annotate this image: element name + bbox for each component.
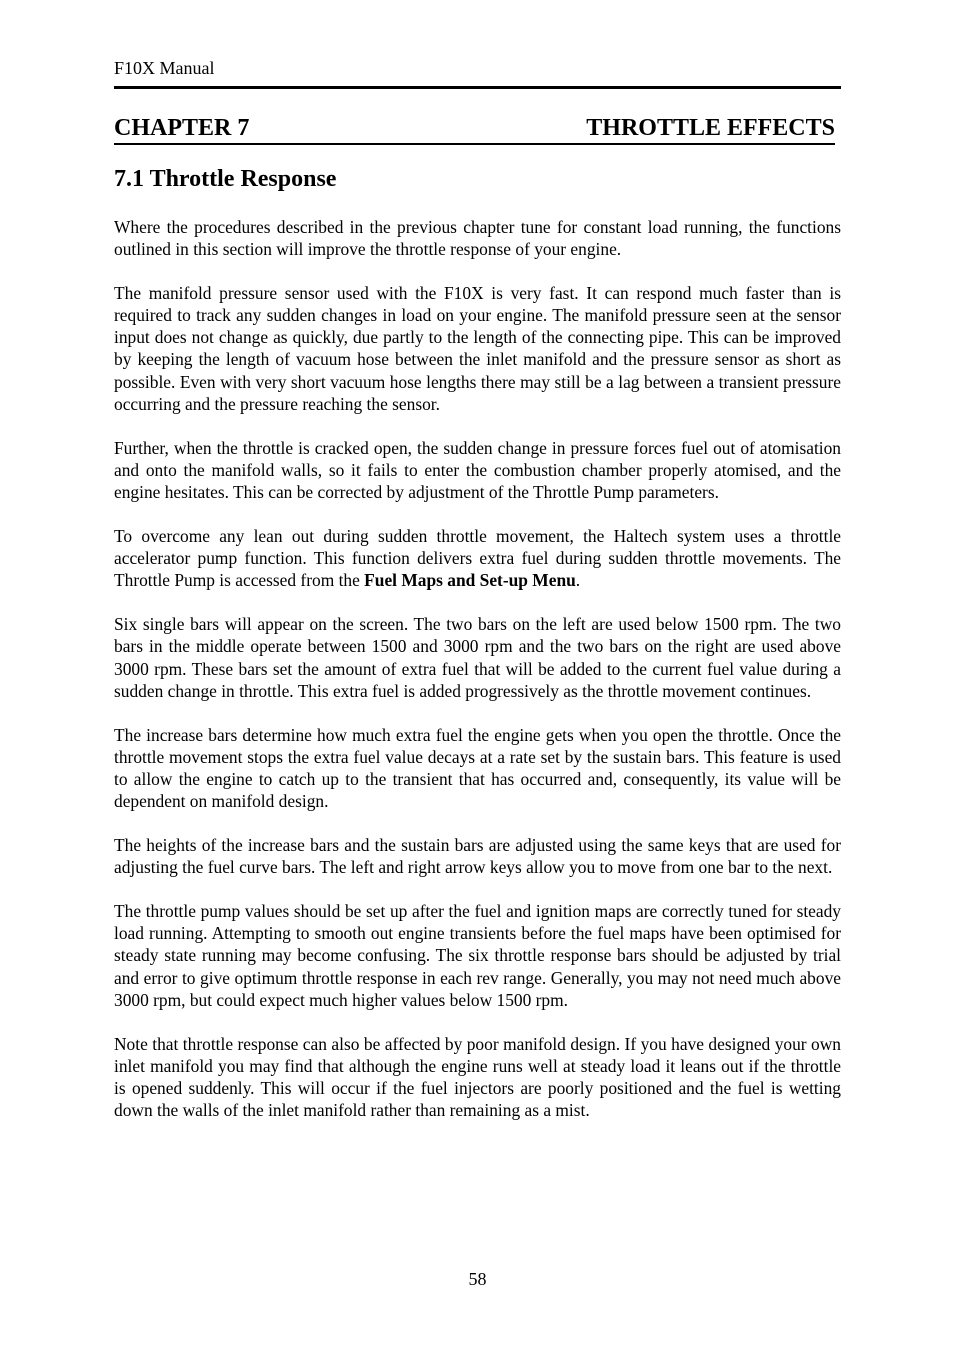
paragraph: The throttle pump values should be set up after the fuel and ignition maps are correctly tuned for steady load running. Attempting to smooth out engine transients before the fuel maps have been optimised for steady state running may become confusing. The six throttle response bars should be adjusted by trial and error to give optimum throttle response in each rev range. Generally, you may not need much above 3000 rpm, but could expect much higher values below 1500 rpm. <box>114 901 841 1010</box>
chapter-heading <box>114 113 835 145</box>
paragraph: Note that throttle response can also be affected by poor manifold design. If you have designed your own inlet manifold you may find that although the engine runs well at steady load it leans out if the throttle is opened suddenly. This will occur if the fuel injectors are poorly positioned and the fuel is wetting down the walls of the inlet manifold rather than remaining as a mist. <box>114 1033 841 1120</box>
paragraph: The heights of the increase bars and the sustain bars are adjusted using the same keys that are used for adjusting the fuel curve bars. The left and right arrow keys allow you to move from one bar to the next. <box>114 835 841 878</box>
header-rule <box>114 86 841 89</box>
chapter-number: CHAPTER 7 <box>114 115 250 141</box>
manual-page <box>114 0 841 1351</box>
paragraph: The manifold pressure sensor used with the F10X is very fast. It can respond much faster than is required to track any sudden changes in load on your engine. The manifold pressure seen at the sensor input does not change as quickly, due partly to the length of the connecting pipe. This can be improved by keeping the length of vacuum hose between the inlet manifold and the pressure sensor as short as possible. Even with very short vacuum hose lengths there may still be a lag between a transient pressure occurring and the pressure reaching the sensor. <box>114 283 841 414</box>
paragraph: Where the procedures described in the previous chapter tune for constant load running, the functions outlined in this section will improve the throttle response of your engine. <box>114 217 841 260</box>
menu-reference: Fuel Maps and Set-up Menu <box>364 570 576 591</box>
paragraph-text: To overcome any lean out during sudden throttle movement, the Haltech system uses a throttle accelerator pump function. This function delivers extra fuel during sudden throttle movements. The Throttle Pump is accessed from the <box>114 526 841 591</box>
body-text <box>114 216 841 1143</box>
page-number: 58 <box>468 1269 487 1289</box>
paragraph: The increase bars determine how much extra fuel the engine gets when you open the throttle. Once the throttle movement stops the extra fuel value decays at a rate set by the sustain bars. This feature is used to allow the engine to catch up to the transient that has occurred and, consequently, its value will be dependent on manifold design. <box>114 724 841 811</box>
chapter-title: THROTTLE EFFECTS <box>586 115 835 141</box>
paragraph-text: . <box>575 570 581 591</box>
paragraph <box>114 525 841 591</box>
section-title: 7.1 Throttle Response <box>114 166 337 192</box>
paragraph: Six single bars will appear on the screen. The two bars on the left are used below 1500 rpm. The two bars in the middle operate between 1500 and 3000 rpm and the two bars on the right are used above 3000 rpm. These bars set the amount of extra fuel that will be added to the current fuel value during a sudden change in throttle. This extra fuel is added progressively as the throttle movement continues. <box>114 614 841 701</box>
running-header: F10X Manual <box>114 58 215 78</box>
paragraph: Further, when the throttle is cracked open, the sudden change in pressure forces fuel out of atomisation and onto the manifold walls, so it fails to enter the combustion chamber properly atomised, and the engine hesitates. This can be corrected by adjustment of the Throttle Pump parameters. <box>114 437 841 502</box>
